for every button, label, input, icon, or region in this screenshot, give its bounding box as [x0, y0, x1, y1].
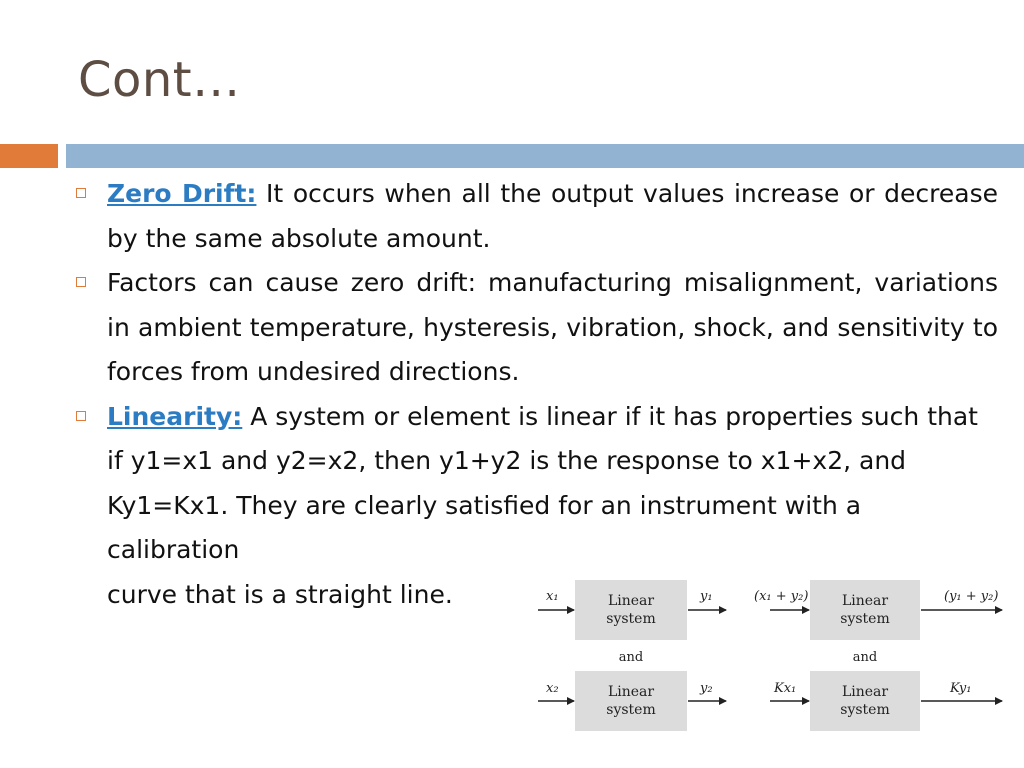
bullet-zero-drift [76, 172, 998, 261]
linearity-diagram [530, 570, 1010, 740]
and-connector-left: and [618, 650, 644, 665]
bullet-factors [76, 261, 998, 395]
square-bullet-icon [76, 277, 86, 287]
box-label-line2: system [606, 702, 656, 718]
linear-system-box [575, 671, 687, 731]
linearity-definition-end: curve that is a straight line. [107, 579, 453, 609]
box-label-line2: system [840, 611, 890, 627]
bullet-list [76, 172, 998, 617]
block-top-left [538, 580, 726, 640]
and-connector-right: and [852, 650, 878, 665]
zero-drift-definition: It occurs when all the output values increase or decrease by the same absolute amount. [107, 179, 998, 253]
box-label-line1: Linear [607, 593, 655, 609]
linear-system-box [810, 580, 920, 640]
output-label: y₁ [700, 589, 713, 604]
box-label-line2: system [840, 702, 890, 718]
output-label: y₂ [700, 681, 713, 696]
box-label-line1: Linear [841, 684, 889, 700]
linear-system-box [810, 671, 920, 731]
block-top-right [754, 580, 1002, 640]
block-bottom-right [770, 671, 1002, 731]
block-bottom-left [538, 671, 726, 731]
output-label: Ky₁ [950, 681, 972, 696]
linearity-definition: A system or element is linear if it has properties such that if y1=x1 and y2=x2, then y1+y2 is the response to x1+x2, and Ky1=Kx1. They are clearly satisfied for an instrument with a calibration [107, 401, 978, 564]
accent-bar-blue [66, 144, 1024, 168]
input-label: x₂ [546, 681, 559, 696]
input-label: (x₁ + y₂) [754, 589, 809, 604]
factors-text: Factors can cause zero drift: manufacturing misalignment, variations in ambient temperature, hysteresis, vibration, shock, and sensitivity to forces from undesired directions. [107, 268, 998, 386]
box-label-line1: Linear [841, 593, 889, 609]
box-label-line1: Linear [607, 684, 655, 700]
input-label: x₁ [546, 589, 559, 604]
term-zero-drift: Zero Drift: [107, 179, 257, 208]
linear-system-box [575, 580, 687, 640]
output-label: (y₁ + y₂) [944, 589, 999, 604]
square-bullet-icon [76, 411, 86, 421]
square-bullet-icon [76, 188, 86, 198]
accent-bar-orange [0, 144, 58, 168]
box-label-line2: system [606, 611, 656, 627]
term-linearity: Linearity: [107, 401, 243, 431]
input-label: Kx₁ [774, 681, 797, 696]
slide-title: Cont… [78, 52, 241, 108]
